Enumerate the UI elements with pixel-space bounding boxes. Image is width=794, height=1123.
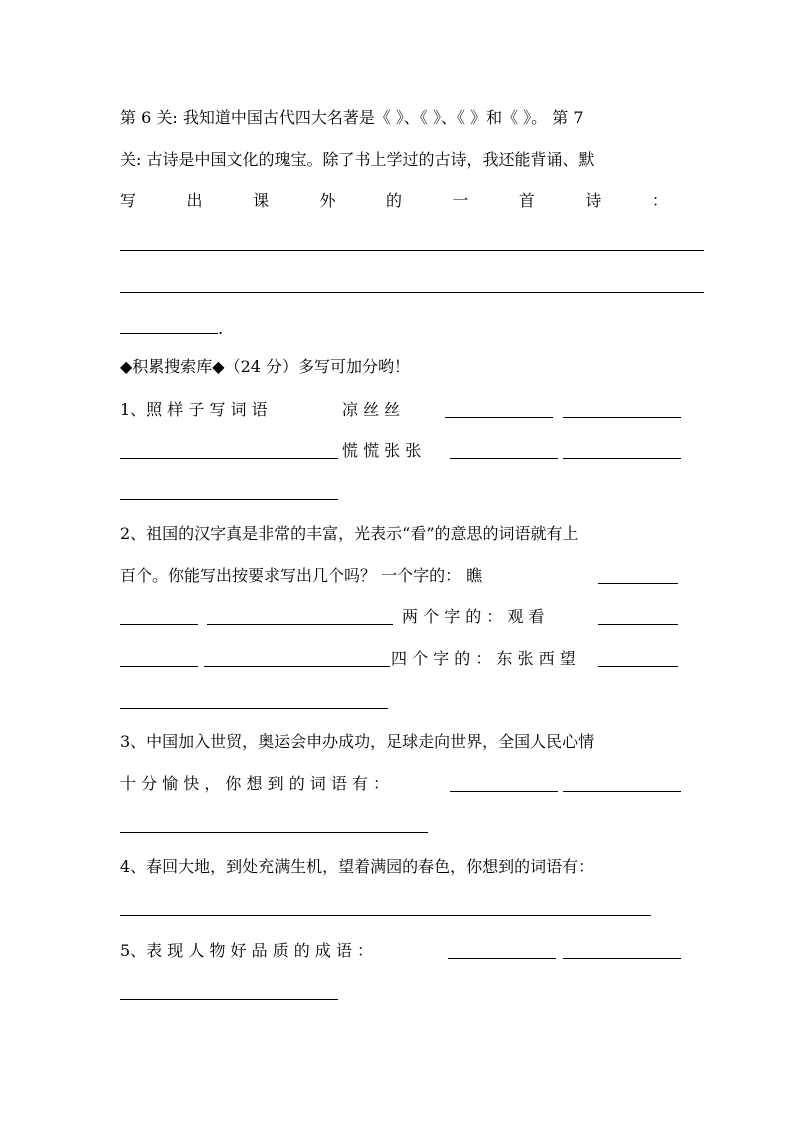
section-title: ◆积累搜索库◆（24 分）多写可加分哟！ xyxy=(120,357,411,376)
answer-line[interactable] xyxy=(120,250,704,251)
q3-line1: 3、中国加入世贸，奥运会申办成功，足球走向世界，全国人民心情 xyxy=(120,732,595,751)
answer-line[interactable] xyxy=(563,417,681,418)
q6-line1: 第 6 关: 我知道中国古代四大名著是《 》、《 》、《 》和《 》。 第 7 xyxy=(120,108,584,127)
answer-line[interactable] xyxy=(598,624,678,625)
q5-line1: 5、表 现 人 物 好 品 质 的 成 语 ： xyxy=(120,941,374,960)
answer-line[interactable] xyxy=(120,292,704,293)
q1-prefix: 1、照 样 子 写 词 语 xyxy=(120,400,268,419)
answer-line[interactable] xyxy=(120,499,338,500)
q7-char: ： xyxy=(651,191,668,210)
answer-line[interactable] xyxy=(598,583,678,584)
q2-four-char: 四 个 字 的 ： 东 张 西 望 xyxy=(391,649,576,668)
answer-line[interactable] xyxy=(120,666,198,667)
q7-line2: 关: 古诗是中国文化的瑰宝。除了书上学过的古诗，我还能背诵、默 xyxy=(120,150,595,169)
q7-char: 一 xyxy=(452,191,469,210)
q7-char: 外 xyxy=(319,191,336,210)
answer-line[interactable] xyxy=(563,458,681,459)
q2-line1: 2、祖国的汉字真是非常的丰富，光表示“看”的意思的词语就有上 xyxy=(120,524,579,543)
q1-example2: 慌 慌 张 张 xyxy=(342,441,422,460)
q4-line1: 4、春回大地，到处充满生机，望着满园的春色，你想到的词语有： xyxy=(120,857,595,876)
answer-line[interactable] xyxy=(563,791,681,792)
answer-line[interactable] xyxy=(598,666,678,667)
q7-char: 写 xyxy=(120,191,137,210)
q7-char: 课 xyxy=(252,191,269,210)
q7-char: 首 xyxy=(518,191,535,210)
answer-line[interactable] xyxy=(563,958,681,959)
answer-line[interactable] xyxy=(120,708,388,709)
q7-char: 出 xyxy=(186,191,203,210)
answer-line[interactable] xyxy=(207,624,393,625)
q2-two-char: 两 个 字 的 ： 观 看 xyxy=(402,607,545,626)
answer-line[interactable] xyxy=(445,417,553,418)
q2-line2: 百个。你能写出按要求写出几个吗？ 一个字的： 瞧 xyxy=(120,566,483,585)
answer-line[interactable] xyxy=(120,915,651,916)
answer-line[interactable] xyxy=(448,958,556,959)
q7-line3 xyxy=(120,190,668,212)
q1-example1: 凉 丝 丝 xyxy=(342,400,401,419)
answer-line[interactable] xyxy=(204,666,390,667)
answer-line[interactable] xyxy=(450,458,558,459)
answer-line[interactable] xyxy=(120,624,198,625)
answer-line[interactable] xyxy=(120,999,338,1000)
answer-line[interactable] xyxy=(450,791,558,792)
q7-char: 的 xyxy=(385,191,402,210)
answer-line[interactable] xyxy=(120,333,218,334)
end-period: . xyxy=(218,319,224,338)
answer-line[interactable] xyxy=(120,832,428,833)
answer-line[interactable] xyxy=(120,458,338,459)
q3-line2: 十 分 愉 快 ， 你 想 到 的 词 语 有 ： xyxy=(120,774,390,793)
q7-char: 诗 xyxy=(585,191,602,210)
